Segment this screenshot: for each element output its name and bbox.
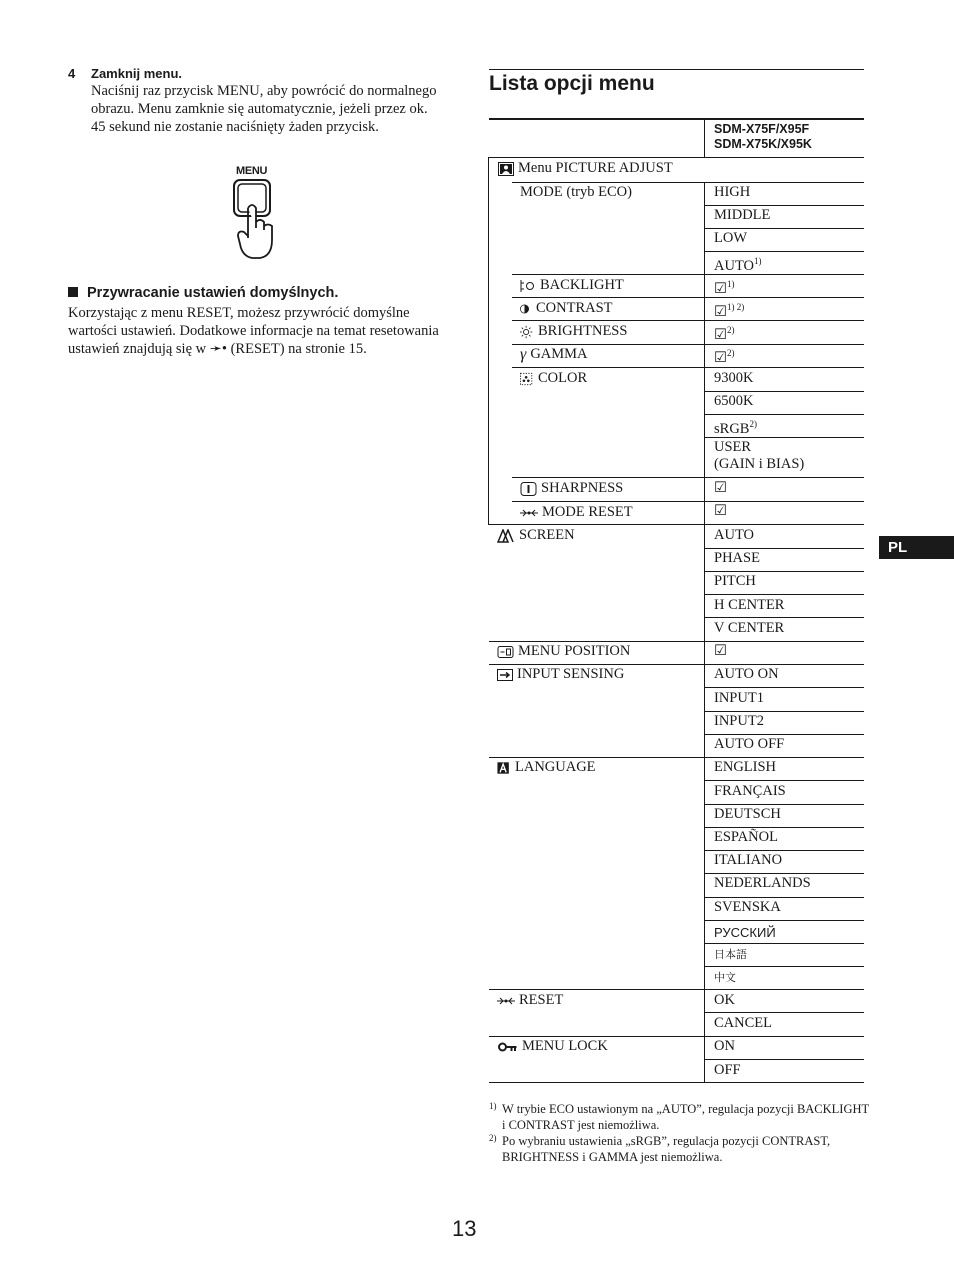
lang-francais: FRANÇAIS bbox=[714, 783, 786, 799]
footnote-ref: 1) bbox=[727, 279, 735, 289]
backlight-value bbox=[714, 276, 735, 298]
mode-high: HIGH bbox=[714, 184, 751, 200]
color-srgb-text: sRGB bbox=[714, 420, 750, 437]
reset-cancel: CANCEL bbox=[714, 1015, 772, 1031]
screen-pitch: PITCH bbox=[714, 573, 756, 589]
title-rule bbox=[489, 69, 864, 70]
table-rule bbox=[704, 205, 864, 206]
table-divider bbox=[704, 119, 705, 157]
row-language bbox=[497, 759, 596, 776]
picture-adjust-icon bbox=[498, 162, 514, 176]
row-label: SCREEN bbox=[519, 527, 575, 543]
section-text: Korzystając z menu RESET, możesz przywrócić domyślne wartości ustawień. Dodatkowe informacje na temat resetowania ustawień znajdują się w ➛• (RESET) na stronie 15. bbox=[68, 305, 439, 357]
row-label: MENU POSITION bbox=[518, 643, 631, 659]
table-rule bbox=[704, 228, 864, 229]
row-menu-position bbox=[497, 643, 630, 660]
footnote-ref: 2) bbox=[727, 348, 735, 358]
mode-reset-value: ☑ bbox=[714, 503, 727, 519]
page-number: 13 bbox=[452, 1216, 477, 1241]
table-rule bbox=[512, 477, 864, 478]
table-rule bbox=[489, 664, 864, 665]
checkbox-icon: ☑ bbox=[714, 280, 727, 297]
row-label: MENU LOCK bbox=[522, 1038, 608, 1054]
table-divider bbox=[488, 157, 489, 525]
row-mode-label: MODE (tryb ECO) bbox=[520, 184, 632, 200]
table-rule bbox=[512, 297, 864, 298]
input-2: INPUT2 bbox=[714, 713, 764, 729]
row-label: COLOR bbox=[538, 370, 588, 386]
screen-phase: PHASE bbox=[714, 550, 760, 566]
row-label: MODE RESET bbox=[542, 504, 633, 520]
lang-nederlands: NEDERLANDS bbox=[714, 875, 811, 891]
model-header bbox=[714, 122, 812, 152]
lang-english: ENGLISH bbox=[714, 759, 777, 775]
table-rule bbox=[704, 437, 864, 438]
table-header-rule bbox=[489, 157, 864, 158]
row-label: SHARPNESS bbox=[541, 480, 624, 496]
step-text: Naciśnij raz przycisk MENU, aby powrócić do normalnego obrazu. Menu zamknie się automatycznie, jeżeli przez ok. 45 sekund nie zostanie naciśnięty żaden przycisk. bbox=[91, 83, 437, 135]
page-title: Lista opcji menu bbox=[489, 72, 655, 95]
color-user bbox=[714, 439, 804, 473]
lang-chinese: 中文 bbox=[714, 972, 736, 984]
table-rule bbox=[489, 1036, 864, 1037]
input-1: INPUT1 bbox=[714, 690, 764, 706]
table-rule bbox=[704, 827, 864, 828]
table-rule bbox=[704, 391, 864, 392]
row-label: BACKLIGHT bbox=[540, 277, 624, 293]
step-title: Zamknij menu. bbox=[91, 66, 183, 81]
checkbox-icon: ☑ bbox=[714, 303, 727, 320]
table-rule bbox=[512, 344, 864, 345]
lang-espanol: ESPAÑOL bbox=[714, 829, 778, 845]
square-bullet-icon bbox=[68, 287, 78, 297]
row-label: BRIGHTNESS bbox=[538, 323, 628, 339]
row-mode-reset bbox=[520, 504, 633, 521]
table-row-picture-adjust bbox=[498, 160, 673, 177]
brightness-value bbox=[714, 322, 735, 344]
footnote-ref: 1) 2) bbox=[727, 302, 745, 312]
row-menu-lock bbox=[497, 1038, 608, 1055]
lock-off: OFF bbox=[714, 1062, 741, 1078]
color-icon bbox=[520, 372, 534, 386]
gamma-value bbox=[714, 345, 735, 367]
table-rule bbox=[489, 524, 864, 525]
table-rule bbox=[704, 571, 864, 572]
lang-japanese: 日本語 bbox=[714, 949, 747, 961]
lang-russian: РУССКИЙ bbox=[714, 925, 776, 940]
row-backlight bbox=[520, 277, 624, 294]
row-label: INPUT SENSING bbox=[517, 666, 625, 682]
table-divider bbox=[704, 182, 705, 1083]
color-user-line-2: (GAIN i BIAS) bbox=[714, 456, 805, 472]
table-rule bbox=[704, 251, 864, 252]
section-title-text: Przywracanie ustawień domyślnych. bbox=[87, 285, 339, 301]
key-icon bbox=[497, 1040, 518, 1054]
table-rule bbox=[704, 1012, 864, 1013]
step-number: 4 bbox=[68, 66, 76, 81]
reset-icon bbox=[497, 994, 515, 1008]
menu-button-press-icon bbox=[228, 178, 288, 260]
brightness-icon bbox=[520, 325, 534, 339]
mode-low: LOW bbox=[714, 230, 748, 246]
table-rule bbox=[704, 850, 864, 851]
table-rule bbox=[704, 804, 864, 805]
row-sharpness bbox=[520, 480, 623, 497]
gamma-icon: γ bbox=[520, 346, 527, 363]
screen-auto: AUTO bbox=[714, 527, 755, 543]
screen-icon bbox=[497, 529, 515, 543]
color-9300: 9300K bbox=[714, 370, 754, 386]
table-rule bbox=[489, 641, 864, 642]
screen-hcenter: H CENTER bbox=[714, 597, 785, 613]
table-rule bbox=[704, 414, 864, 415]
screen-vcenter: V CENTER bbox=[714, 620, 785, 636]
input-auto-off: AUTO OFF bbox=[714, 736, 785, 752]
row-brightness bbox=[520, 323, 627, 340]
reset-ok: OK bbox=[714, 992, 735, 1008]
color-6500: 6500K bbox=[714, 393, 754, 409]
menu-position-value: ☑ bbox=[714, 643, 727, 659]
footnote-1 bbox=[489, 1101, 869, 1133]
row-input-sensing bbox=[497, 666, 624, 683]
footnote-ref: 1) bbox=[754, 256, 762, 266]
footnote-text: W trybie ECO ustawionym na „AUTO”, regulacja pozycji BACKLIGHT i CONTRAST jest niemożliwa. bbox=[502, 1102, 869, 1132]
table-rule bbox=[704, 920, 864, 921]
row-label: CONTRAST bbox=[536, 300, 613, 316]
table-rule bbox=[489, 757, 864, 758]
table-rule bbox=[512, 501, 864, 502]
checkbox-icon: ☑ bbox=[714, 326, 727, 343]
row-gamma bbox=[520, 346, 588, 363]
language-tab: PL bbox=[879, 536, 954, 559]
language-icon bbox=[497, 761, 511, 775]
menu-position-icon bbox=[497, 645, 514, 659]
table-rule bbox=[512, 182, 864, 183]
menu-button-label: MENU bbox=[236, 165, 268, 177]
table-rule bbox=[704, 943, 864, 944]
footnote-text: Po wybraniu ustawienia „sRGB”, regulacja pozycji CONTRAST, BRIGHTNESS i GAMMA jest niemożliwa. bbox=[502, 1134, 831, 1164]
input-sensing-icon bbox=[497, 668, 513, 682]
sharpness-value: ☑ bbox=[714, 480, 727, 496]
mode-auto bbox=[714, 253, 762, 275]
table-rule bbox=[704, 548, 864, 549]
checkbox-icon: ☑ bbox=[714, 349, 727, 366]
footnote-2 bbox=[489, 1133, 869, 1165]
model-line-2: SDM-X75K/X95K bbox=[714, 137, 812, 151]
mode-middle: MIDDLE bbox=[714, 207, 771, 223]
color-user-line-1: USER bbox=[714, 439, 752, 455]
row-label: LANGUAGE bbox=[515, 759, 596, 775]
contrast-value bbox=[714, 299, 744, 321]
table-rule bbox=[704, 966, 864, 967]
color-srgb bbox=[714, 416, 757, 438]
table-rule bbox=[512, 274, 864, 275]
row-screen bbox=[497, 527, 575, 544]
mode-auto-text: AUTO bbox=[714, 257, 755, 274]
table-rule bbox=[704, 780, 864, 781]
table-rule bbox=[704, 594, 864, 595]
footnote-mark: 1) bbox=[489, 1101, 497, 1111]
table-rule bbox=[704, 687, 864, 688]
model-line-1: SDM-X75F/X95F bbox=[714, 122, 810, 136]
footnote-ref: 2) bbox=[727, 325, 735, 335]
table-rule bbox=[512, 320, 864, 321]
table-top-rule bbox=[489, 118, 864, 120]
row-label: GAMMA bbox=[530, 346, 588, 362]
table-rule bbox=[704, 897, 864, 898]
row-reset bbox=[497, 992, 563, 1009]
backlight-icon bbox=[520, 279, 536, 293]
table-rule bbox=[704, 1059, 864, 1060]
table-rule bbox=[704, 873, 864, 874]
reset-icon bbox=[520, 506, 538, 520]
table-rule bbox=[704, 734, 864, 735]
lock-on: ON bbox=[714, 1038, 735, 1054]
row-label: RESET bbox=[519, 992, 564, 1008]
sharpness-icon bbox=[520, 482, 537, 496]
row-label: Menu PICTURE ADJUST bbox=[518, 160, 673, 176]
input-auto-on: AUTO ON bbox=[714, 666, 779, 682]
section-title bbox=[68, 285, 338, 301]
table-bottom-rule bbox=[489, 1082, 864, 1083]
table-rule bbox=[704, 711, 864, 712]
footnote-ref: 2) bbox=[749, 419, 757, 429]
footnote-mark: 2) bbox=[489, 1133, 497, 1143]
lang-deutsch: DEUTSCH bbox=[714, 806, 781, 822]
row-contrast bbox=[520, 300, 613, 317]
table-rule bbox=[489, 989, 864, 990]
lang-svenska: SVENSKA bbox=[714, 899, 781, 915]
table-rule bbox=[512, 367, 864, 368]
lang-italiano: ITALIANO bbox=[714, 852, 783, 868]
row-color bbox=[520, 370, 587, 387]
contrast-icon bbox=[520, 302, 532, 316]
table-rule bbox=[704, 617, 864, 618]
